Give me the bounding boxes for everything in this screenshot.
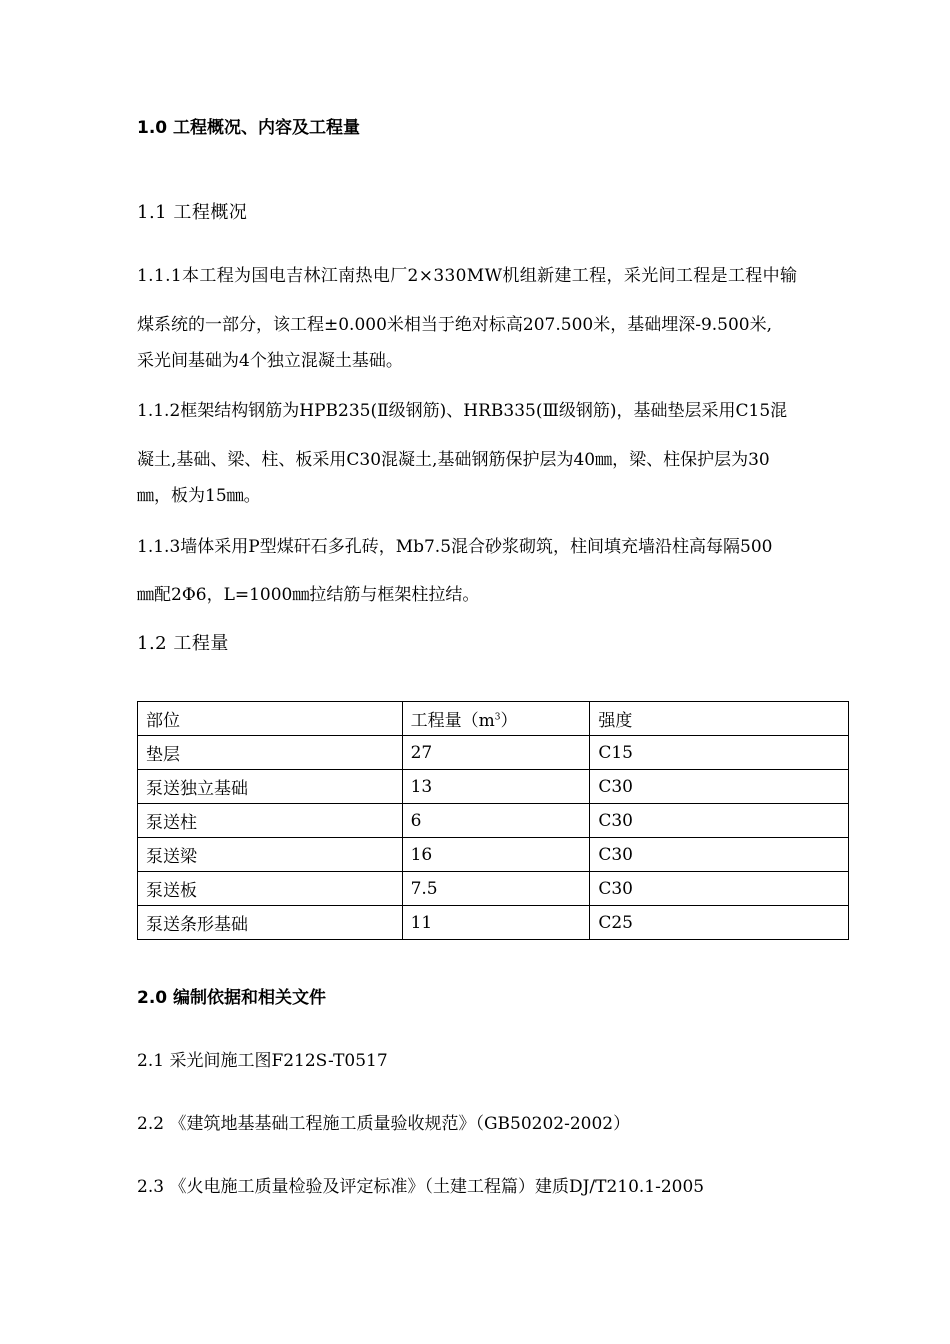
cell-part: 泵送板 <box>138 872 403 906</box>
cell-part: 泵送柱 <box>138 804 403 838</box>
paragraph-line: ㎜配2Φ6，L=1000㎜拉结筋与框架柱拉结。 <box>137 585 480 605</box>
cell-strength: C15 <box>590 736 849 770</box>
cell-quantity: 27 <box>402 736 590 770</box>
paragraph-line: ㎜，板为15㎜。 <box>137 486 261 506</box>
subsection-1-1-heading: 1.1 工程概况 <box>137 202 248 223</box>
reference-item: 2.2 《建筑地基基础工程施工质量验收规范》（GB50202-2002） <box>137 1114 631 1134</box>
cell-quantity: 13 <box>402 770 590 804</box>
paragraph-line: 1.1.1本工程为国电吉林江南热电厂2×330MW机组新建工程，采光间工程是工程中输 <box>137 266 798 286</box>
cell-strength: C30 <box>590 804 849 838</box>
paragraph-1-1-1 <box>137 264 859 374</box>
reference-item: 2.1 采光间施工图F212S-T0517 <box>137 1051 388 1071</box>
quantities-table <box>137 701 849 940</box>
cell-quantity: 7.5 <box>402 872 590 906</box>
reference-item: 2.3 《火电施工质量检验及评定标准》（土建工程篇）建质DJ/T210.1-2005 <box>137 1177 705 1197</box>
header-quantity <box>402 702 590 736</box>
paragraph-line: 采光间基础为4个独立混凝土基础。 <box>137 351 403 371</box>
subsection-1-2-heading: 1.2 工程量 <box>137 633 229 654</box>
table-header-row <box>138 702 849 736</box>
cell-part: 泵送梁 <box>138 838 403 872</box>
paragraph-line: 煤系统的一部分，该工程±0.000米相当于绝对标高207.500米，基础埋深-9.500米, <box>137 315 773 335</box>
header-strength: 强度 <box>590 702 849 736</box>
cell-strength: C30 <box>590 770 849 804</box>
table-row <box>138 838 849 872</box>
table-row <box>138 872 849 906</box>
paragraph-line: 凝土,基础、梁、柱、板采用C30混凝土,基础钢筋保护层为40㎜，梁、柱保护层为30 <box>137 450 770 470</box>
cell-strength: C25 <box>590 906 849 940</box>
table-row <box>138 736 849 770</box>
header-quantity-prefix: 工程量（m <box>410 711 495 731</box>
table-row <box>138 770 849 804</box>
paragraph-1-1-2 <box>137 399 859 509</box>
header-part: 部位 <box>138 702 403 736</box>
cell-quantity: 6 <box>402 804 590 838</box>
cell-strength: C30 <box>590 838 849 872</box>
section-1-heading: 1.0 工程概况、内容及工程量 <box>137 118 361 138</box>
paragraph-line: 1.1.3墙体采用P型煤矸石多孔砖，Mb7.5混合砂浆砌筑，柱间填充墙沿柱高每隔500 <box>137 537 773 557</box>
cell-part: 泵送独立基础 <box>138 770 403 804</box>
cell-quantity: 16 <box>402 838 590 872</box>
section-2-heading: 2.0 编制依据和相关文件 <box>137 988 327 1008</box>
header-quantity-suffix: ） <box>500 711 518 731</box>
paragraph-1-1-3 <box>137 535 859 609</box>
table-row <box>138 804 849 838</box>
cell-part: 泵送条形基础 <box>138 906 403 940</box>
cell-part: 垫层 <box>138 736 403 770</box>
paragraph-line: 1.1.2框架结构钢筋为HPB235(Ⅱ级钢筋)、HRB335(Ⅲ级钢筋)，基础垫层采用C15混 <box>137 401 788 421</box>
cell-strength: C30 <box>590 872 849 906</box>
header-quantity-sup: 3 <box>494 712 501 723</box>
cell-quantity: 11 <box>402 906 590 940</box>
table-row <box>138 906 849 940</box>
